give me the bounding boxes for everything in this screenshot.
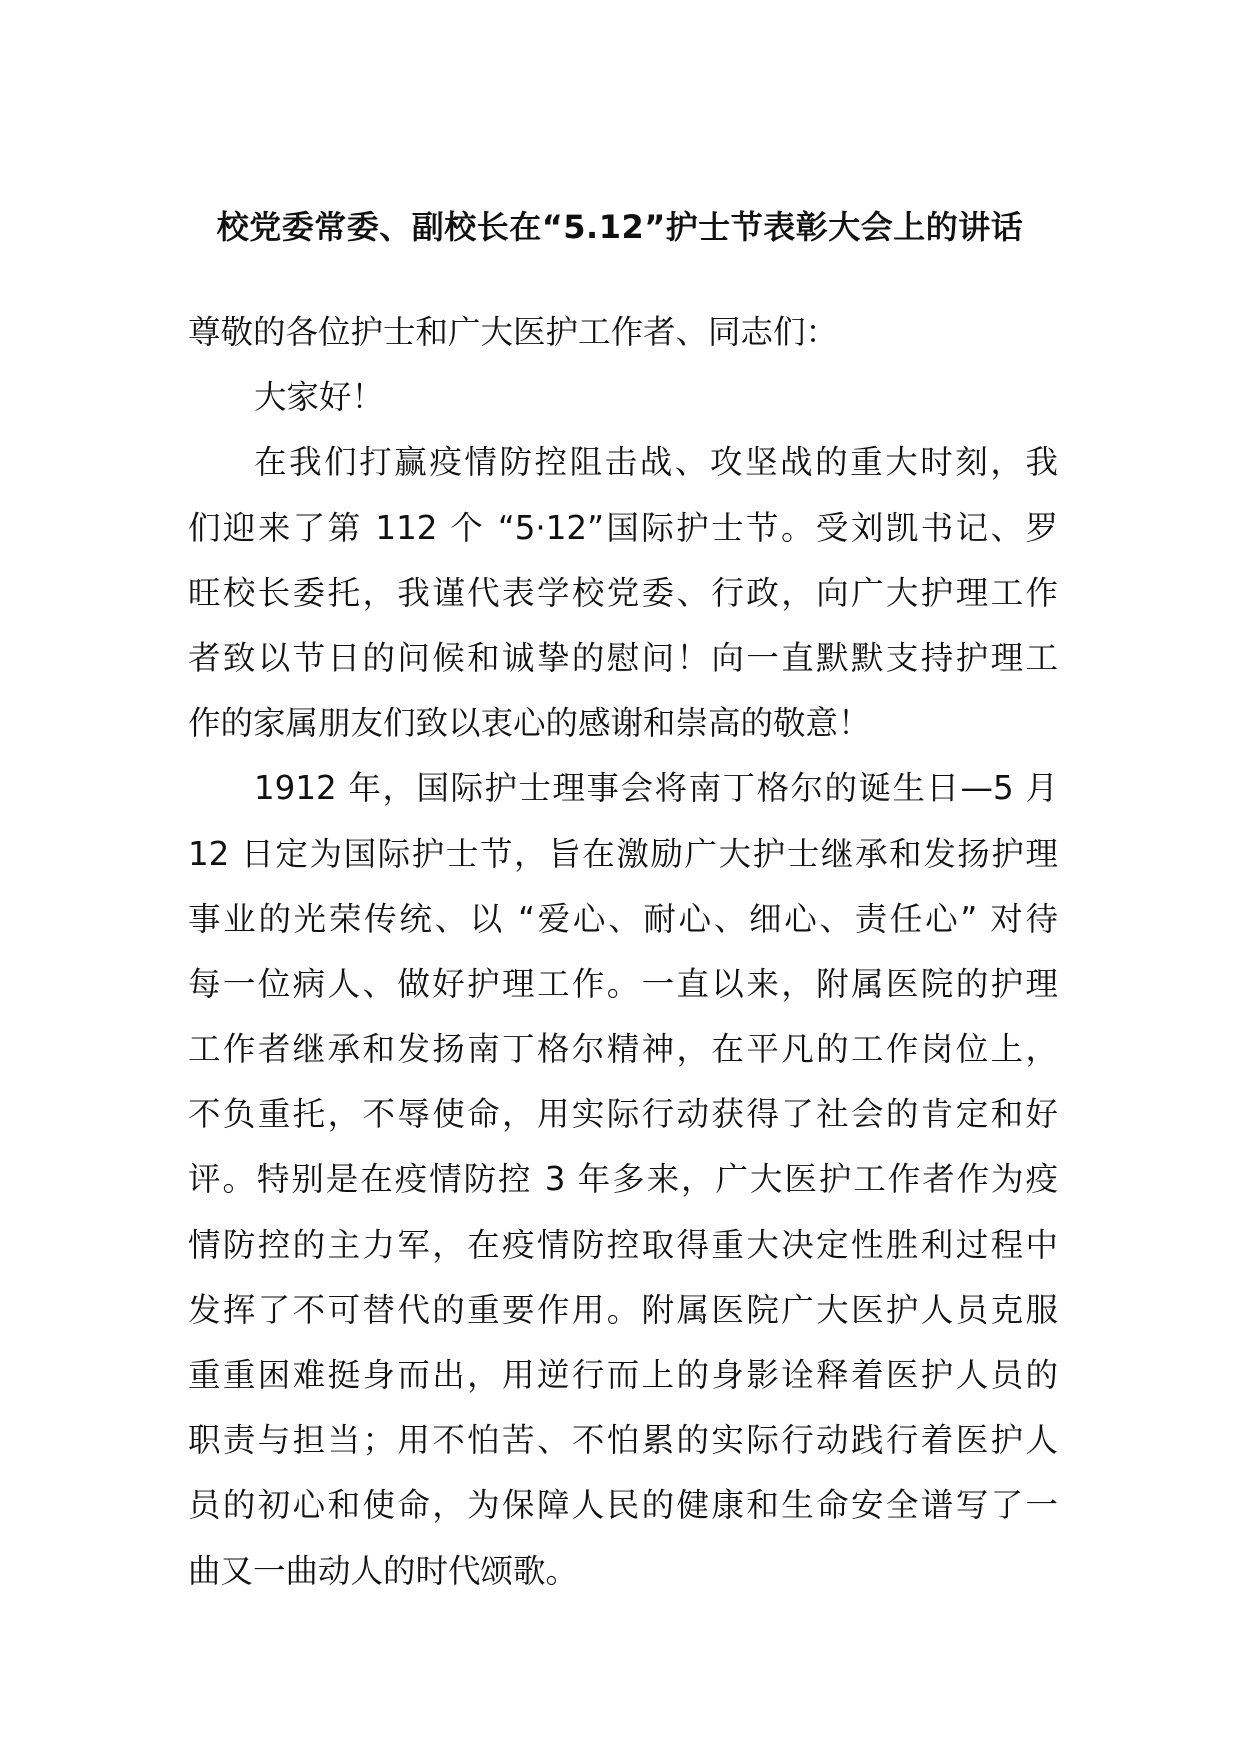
body-line: 1912 年，国际护士理事会将南丁格尔的诞生日—5 月: [254, 769, 1058, 808]
body-line: 在我们打赢疫情防控阻击战、攻坚战的重大时刻，我: [254, 443, 1058, 482]
document-body: [188, 300, 1058, 1604]
body-line: 情防控的主力军，在疫情防控取得重大决定性胜利过程中: [188, 1225, 1058, 1264]
body-line: 工作者继承和发扬南丁格尔精神，在平凡的工作岗位上，: [188, 1030, 1058, 1069]
body-line: 重重困难挺身而出，用逆行而上的身影诠释着医护人员的: [188, 1356, 1058, 1394]
body-line: 评。特别是在疫情防控 3 年多来，广大医护工作者作为疫: [188, 1160, 1058, 1199]
body-line: 们迎来了第 112 个 “5·12”国际护士节。受刘凯书记、罗: [188, 508, 1058, 547]
body-line: 每一位病人、做好护理工作。一直以来，附属医院的护理: [188, 964, 1058, 1003]
body-line: 职责与担当；用不怕苦、不怕累的实际行动践行着医护人: [188, 1421, 1058, 1460]
body-line: 大家好！: [254, 378, 385, 417]
body-line: 者致以节日的问候和诚挚的慰问！向一直默默支持护理工: [188, 638, 1058, 677]
body-line: 作的家属朋友们致以衷心的感谢和崇高的敬意！: [188, 704, 871, 743]
body-line: 旺校长委托，我谨代表学校党委、行政，向广大护理工作: [188, 573, 1058, 612]
document-title: 校党委常委、副校长在“5.12”护士节表彰大会上的讲话: [216, 208, 1024, 246]
body-line: 员的初心和使命，为保障人民的健康和生命安全谱写了一: [188, 1486, 1058, 1525]
body-line: 尊敬的各位护士和广大医护工作者、同志们：: [188, 313, 839, 351]
body-line: 事业的光荣传统、以 “爱心、耐心、细心、责任心” 对待: [188, 899, 1058, 938]
body-line: 不负重托，不辱使命，用实际行动获得了社会的肯定和好: [188, 1095, 1058, 1134]
body-line: 12 日定为国际护士节，旨在激励广大护士继承和发扬护理: [188, 834, 1058, 873]
body-line: 曲又一曲动人的时代颂歌。: [188, 1551, 579, 1590]
body-line: 发挥了不可替代的重要作用。附属医院广大医护人员克服: [188, 1290, 1058, 1329]
